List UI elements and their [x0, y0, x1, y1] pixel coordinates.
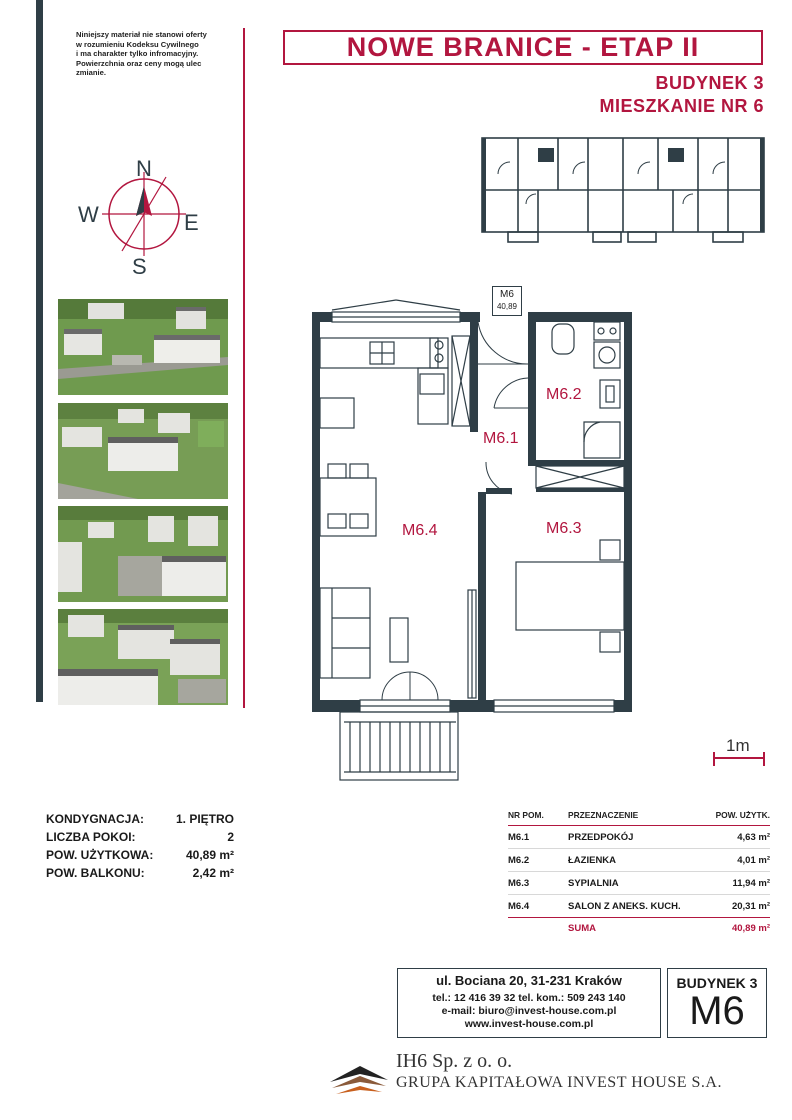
table-header [508, 810, 770, 826]
table-sum-row [508, 918, 770, 938]
cell-area: 11,94 m² [732, 877, 770, 889]
disclaimer [76, 30, 251, 78]
room-label-m64: M6.4 [402, 522, 438, 539]
cell-purpose: SYPIALNIA [568, 877, 619, 889]
contact-website[interactable]: www.invest-house.com.pl [464, 1018, 594, 1030]
room-label-m63: M6.3 [546, 520, 582, 537]
aerial-photo [58, 609, 228, 705]
disclaimer-line: Powierzchnia oraz ceny mogą ulec [76, 58, 202, 68]
flat-tag [492, 286, 522, 316]
cell-purpose: ŁAZIENKA [568, 854, 617, 866]
scale-bar-icon [712, 736, 768, 772]
room-label-m62: M6.2 [546, 386, 582, 403]
cell-nr: M6.4 [508, 900, 530, 912]
aerial-photo [58, 506, 228, 602]
cell-purpose: SALON Z ANEKS. KUCH. [568, 900, 681, 912]
cell-nr: M6.2 [508, 854, 530, 866]
contact-phone: tel.: 12 416 39 32 tel. kom.: 509 243 140 [432, 992, 626, 1004]
info-row [46, 812, 234, 830]
compass-w: W [78, 202, 99, 227]
info-row [46, 830, 234, 848]
sum-value: 40,89 m² [731, 922, 770, 934]
info-value: 2,42 m² [192, 866, 234, 880]
aerial-photo [58, 299, 228, 395]
company-group: GRUPA KAPITAŁOWA INVEST HOUSE S.A. [396, 1074, 722, 1091]
cell-nr: M6.3 [508, 877, 530, 889]
flat-box-code: M6 [689, 989, 745, 1033]
cell-area: 4,63 m² [737, 831, 770, 843]
contact-address: ul. Bociana 20, 31-231 Kraków [436, 973, 622, 988]
company-name: IH6 Sp. z o. o. [396, 1050, 513, 1072]
info-value: 1. PIĘTRO [175, 812, 234, 826]
floor-plan [300, 282, 640, 782]
disclaimer-line: zmianie. [76, 68, 106, 78]
disclaimer-line: i ma charakter tylko infromacyjny. [76, 49, 199, 59]
cell-purpose: PRZEDPOKÓJ [568, 831, 634, 843]
info-label: POW. BALKONU: [46, 866, 145, 880]
info-row [46, 866, 234, 884]
flat-subtitle: MIESZKANIE NR 6 [599, 96, 764, 116]
title-box [283, 30, 763, 65]
info-value: 40,89 m² [185, 848, 234, 862]
table-row [508, 849, 770, 872]
logo-icon [324, 1058, 394, 1098]
header-area: POW. UŻYTK. [715, 810, 770, 820]
left-accent-bar [36, 0, 43, 702]
info-label: POW. UŻYTKOWA: [46, 848, 154, 862]
aerial-photo [58, 403, 228, 499]
cell-area: 4,01 m² [737, 854, 770, 866]
cell-area: 20,31 m² [731, 900, 770, 912]
contact-box [397, 968, 661, 1038]
table-row [508, 826, 770, 849]
page-title: NOWE BRANICE - ETAP II [346, 32, 700, 62]
compass-n: N [136, 156, 152, 181]
compass-rose [74, 156, 214, 279]
divider-line [243, 28, 245, 708]
company-logo [316, 1048, 776, 1108]
flat-tag-label: M6 [500, 289, 514, 300]
contact-email[interactable]: e-mail: biuro@invest-house.com.pl [441, 1005, 617, 1017]
scale-label: 1m [726, 736, 750, 755]
scale-bar [712, 736, 768, 772]
sum-label: SUMA [568, 922, 596, 934]
flat-tag-area: 40,89 [496, 302, 518, 311]
info-row [46, 848, 234, 866]
compass-e: E [184, 210, 199, 235]
table-row [508, 872, 770, 895]
flat-box-building: BUDYNEK 3 [676, 975, 758, 991]
table-row [508, 895, 770, 918]
info-value: 2 [227, 830, 234, 844]
flat-info [46, 812, 234, 884]
building-key-plan [478, 134, 768, 246]
flat-code-box [667, 968, 767, 1038]
header-purpose: PRZEZNACZENIE [568, 810, 639, 820]
room-label-m61: M6.1 [483, 430, 519, 447]
info-label: KONDYGNACJA: [46, 812, 145, 826]
floor-plan-drawing [300, 282, 640, 782]
header-nr: NR POM. [508, 810, 544, 820]
cell-nr: M6.1 [508, 831, 530, 843]
info-label: LICZBA POKOI: [46, 830, 136, 844]
building-subtitle: BUDYNEK 3 [655, 73, 764, 93]
compass-s: S [132, 254, 147, 279]
disclaimer-line: Niniejszy materiał nie stanowi oferty [76, 30, 207, 39]
rooms-table [508, 810, 770, 938]
disclaimer-line: w rozumieniu Kodeksu Cywilnego [76, 39, 199, 49]
